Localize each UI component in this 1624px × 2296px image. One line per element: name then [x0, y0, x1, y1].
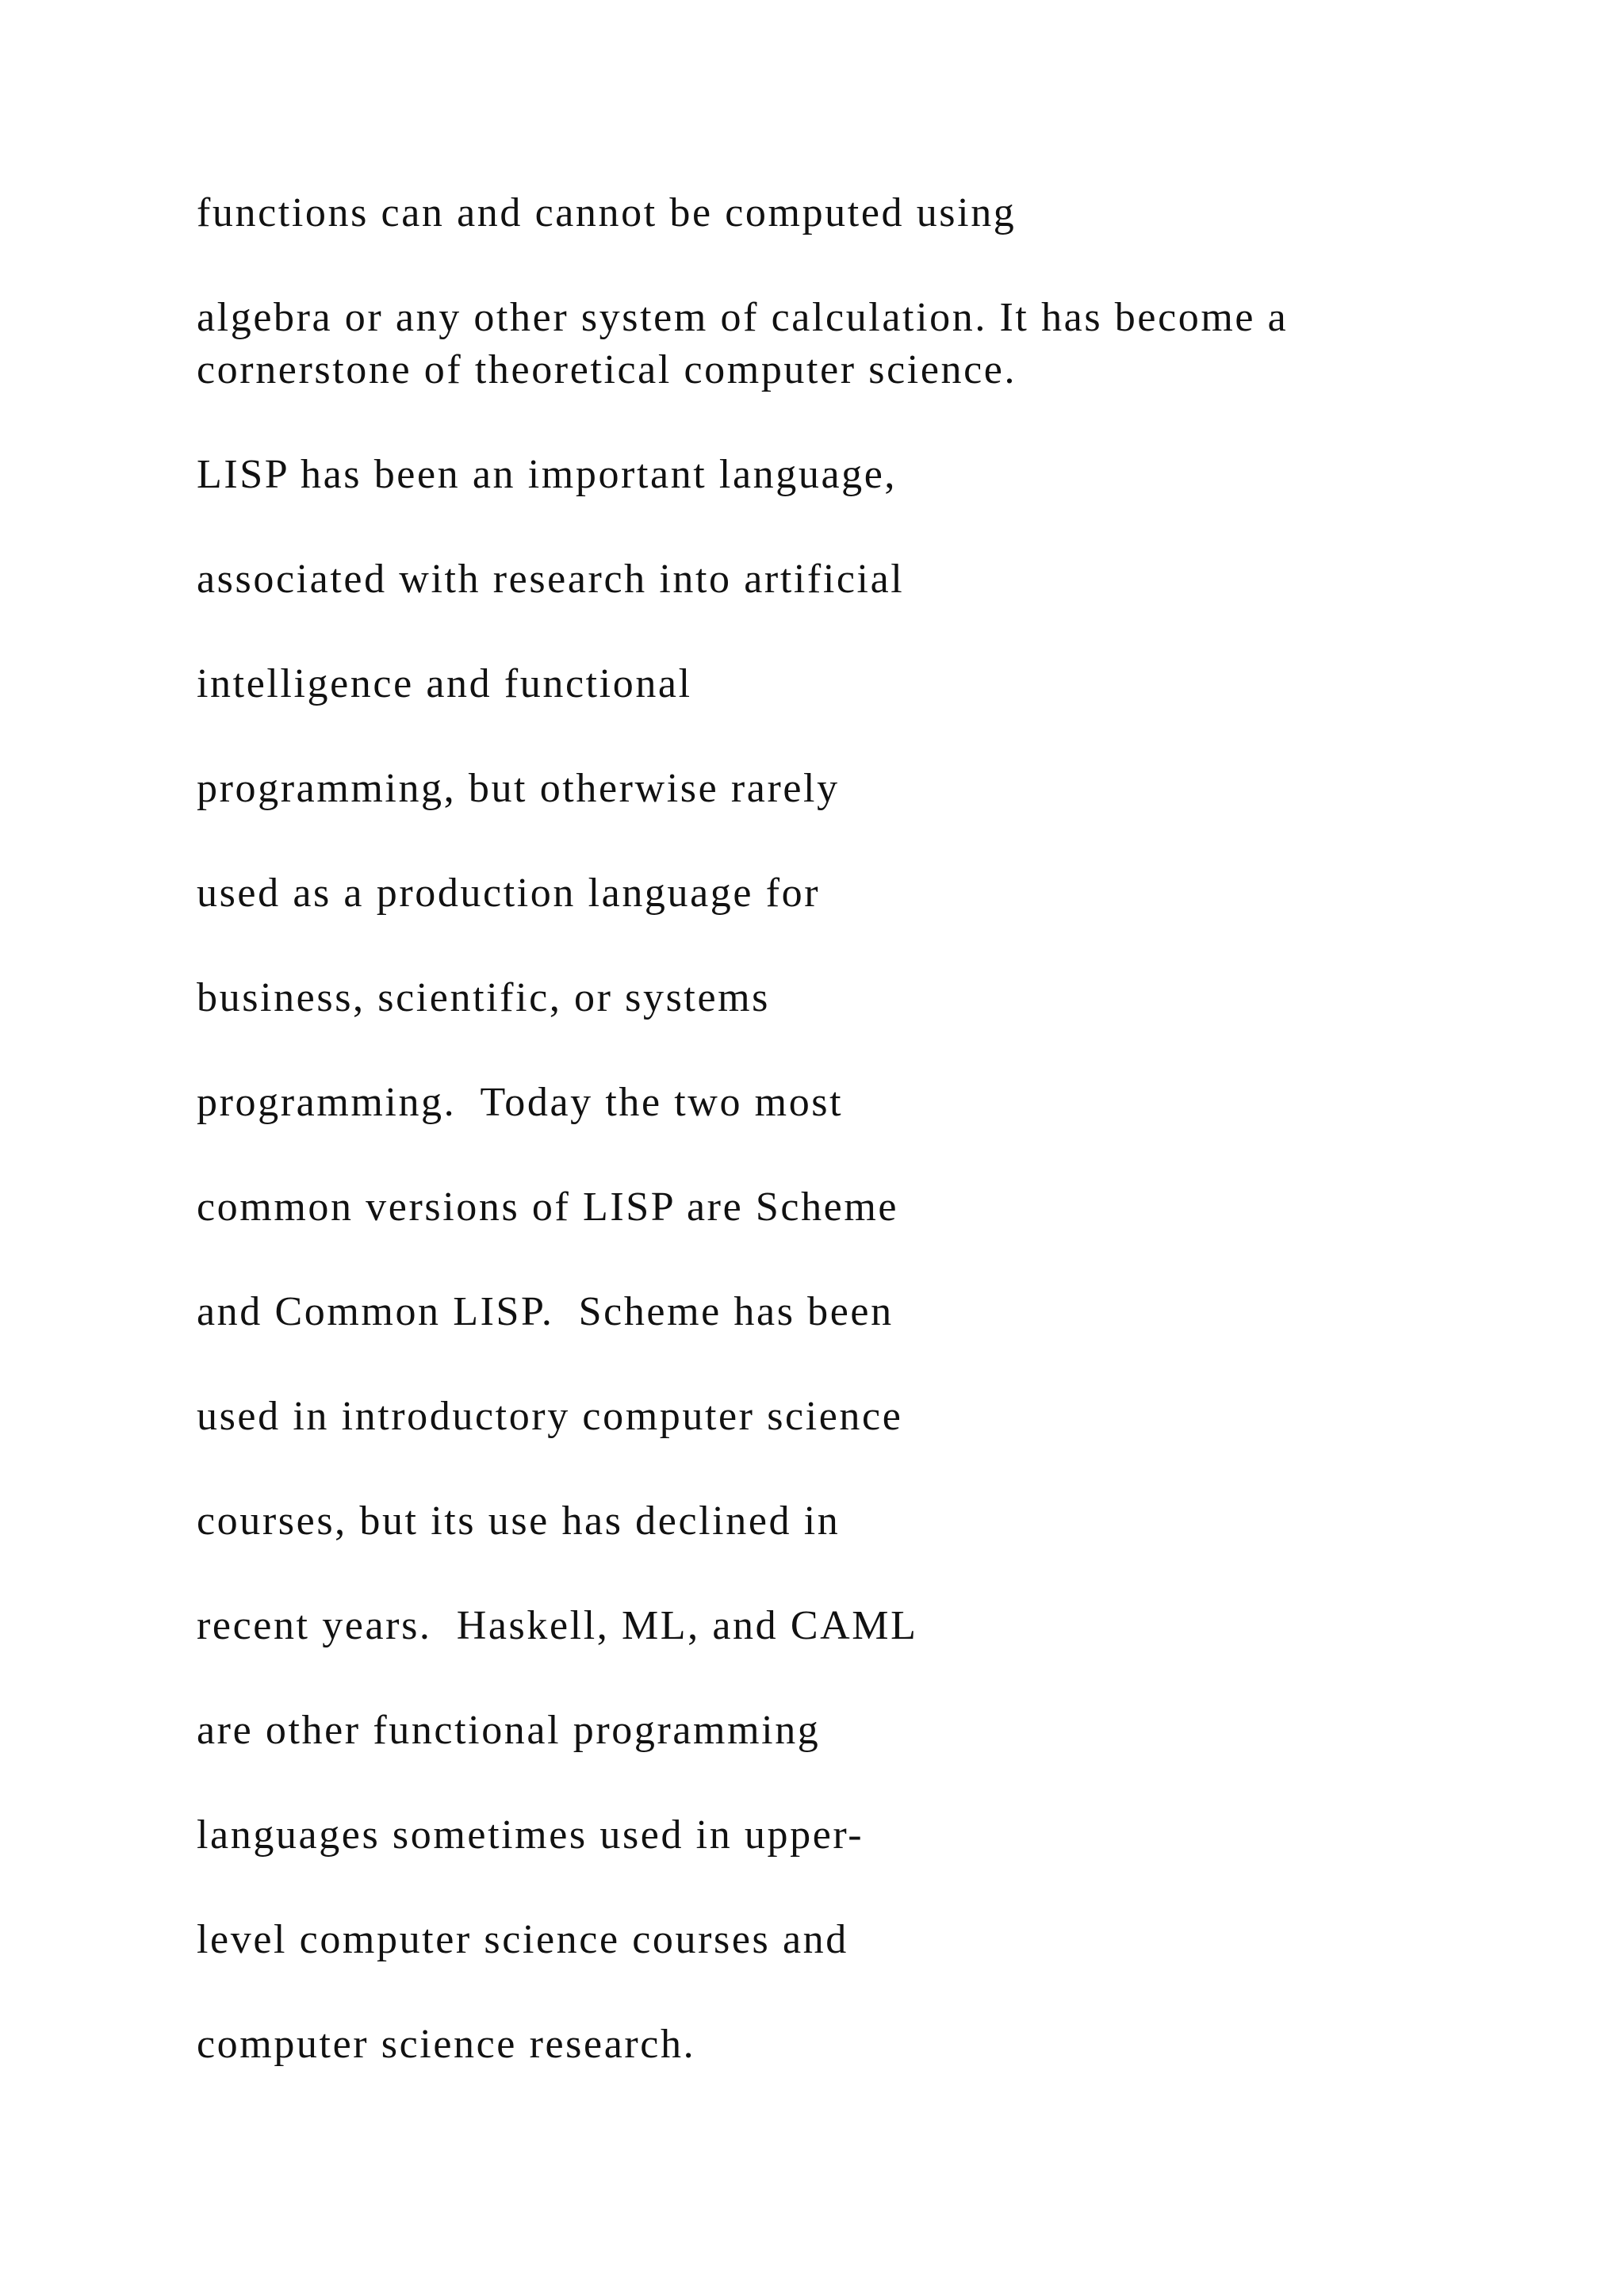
- text-line: business, scientific, or systems: [197, 975, 771, 1020]
- text-line: programming. Today the two most: [197, 1080, 844, 1125]
- text-line: cornerstone of theoretical computer science.: [197, 347, 1017, 392]
- text-line: used as a production language for: [197, 871, 821, 916]
- text-line: algebra or any other system of calculation. It has become a: [197, 295, 1289, 340]
- text-line: common versions of LISP are Scheme: [197, 1184, 899, 1230]
- text-line: associated with research into artificial: [197, 557, 905, 602]
- text-line: computer science research.: [197, 2022, 696, 2067]
- text-line: used in introductory computer science: [197, 1394, 903, 1439]
- text-line: and Common LISP. Scheme has been: [197, 1289, 894, 1334]
- text-line: LISP has been an important language,: [197, 452, 898, 497]
- body-text: [197, 187, 1465, 2123]
- text-line: languages sometimes used in upper-: [197, 1812, 864, 1858]
- text-line: programming, but otherwise rarely: [197, 766, 840, 811]
- text-line: courses, but its use has declined in: [197, 1498, 841, 1544]
- text-line: recent years. Haskell, ML, and CAML: [197, 1603, 918, 1648]
- text-line: are other functional programming: [197, 1708, 821, 1753]
- text-line: functions can and cannot be computed using: [197, 190, 1017, 235]
- text-line: intelligence and functional: [197, 661, 692, 706]
- text-line: level computer science courses and: [197, 1917, 848, 1962]
